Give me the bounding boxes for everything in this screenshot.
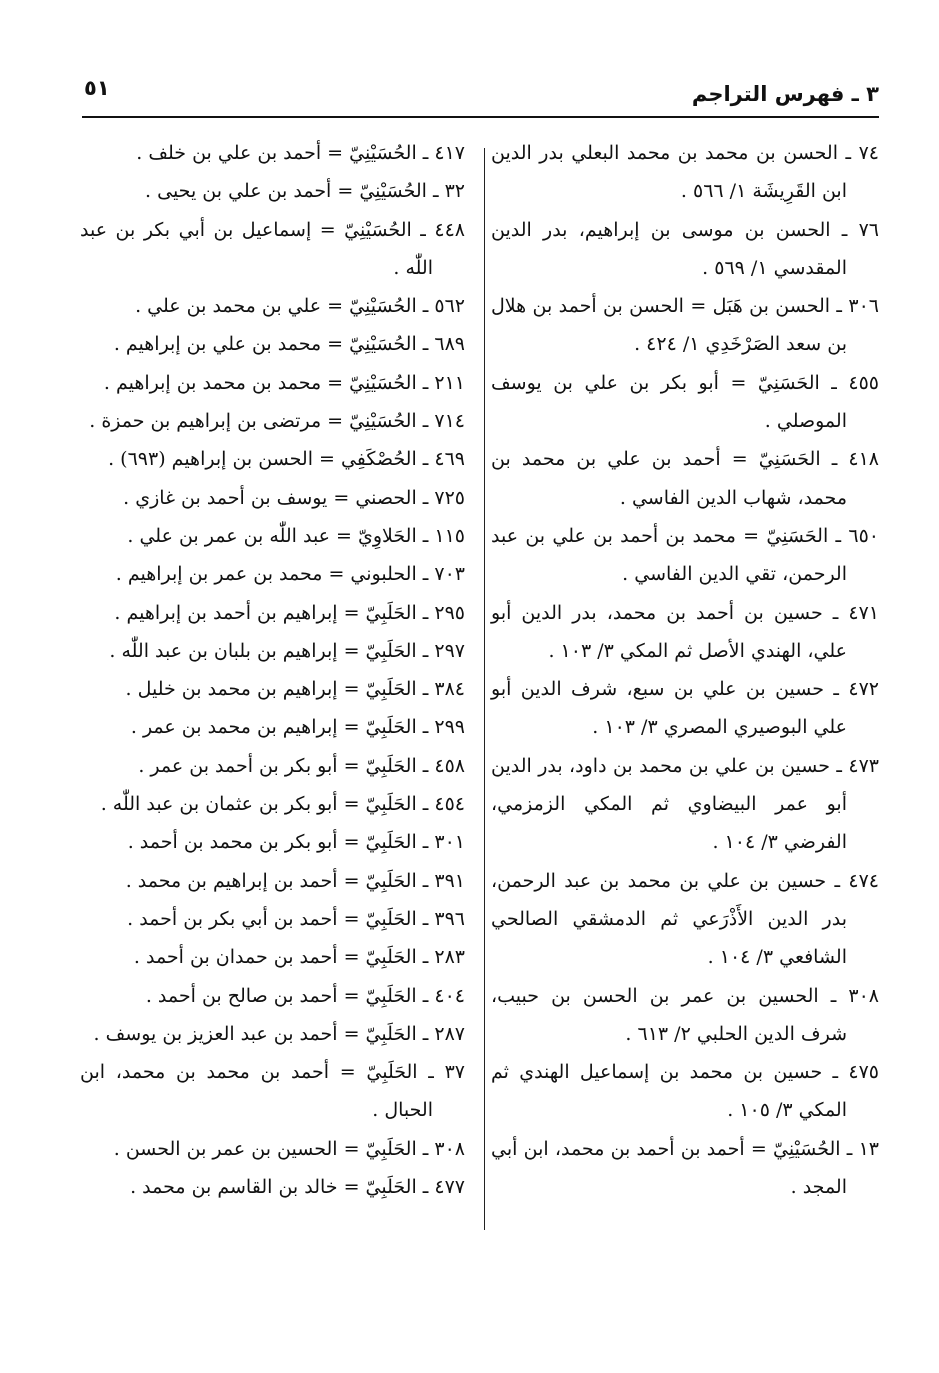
- index-entry: ٣٩١ ـ الحَلَبِيّ = أحمد بن إبراهيم بن محمد .: [125, 869, 465, 892]
- index-entry: ٣٨٤ ـ الحَلَبِيّ = إبراهيم بن محمد بن خليل .: [125, 678, 465, 701]
- index-entry: ٣٧ ـ الحَلَبِيّ = أحمد بن محمد بن محمد، ابن الحبال .: [80, 1061, 465, 1122]
- index-entry: ٦٨٩ ـ الحُسَيْنِيّ = محمد بن علي بن إبراهيم .: [113, 333, 465, 356]
- header-rule: [82, 116, 879, 118]
- page-number: ٥١: [84, 76, 110, 100]
- left-column: [80, 134, 465, 1206]
- index-entry: ٤٦٩ ـ الحُصْكَفِي = الحسن بن إبراهيم (٦٩٣) .: [108, 448, 465, 471]
- index-entry: ٥٦٢ ـ الحُسَيْنِيّ = علي بن محمد بن علي .: [135, 295, 465, 318]
- right-column: [491, 134, 879, 1206]
- index-entry: ٤٥٥ ـ الحَسَنِيّ = أبو بكر بن علي بن يوسف الموصلي .: [491, 371, 879, 433]
- index-entry: ٣٢ ـ الحُسَيْنِيّ = أحمد بن علي بن يحيى .: [145, 180, 465, 203]
- index-entry: ٢٩٥ ـ الحَلَبِيّ = إبراهيم بن أحمد بن إبراهيم .: [114, 601, 465, 624]
- index-entry: ٤١٨ ـ الحَسَنِيّ = أحمد بن علي بن محمد بن محمد، شهاب الدين الفاسي .: [491, 448, 879, 509]
- index-entry: ٤١٧ ـ الحُسَيْنِيّ = أحمد بن علي بن خلف .: [136, 142, 465, 164]
- index-entry: ٤٧٧ ـ الحَلَبِيّ = خالد بن القاسم بن محمد .: [130, 1176, 465, 1199]
- index-entry: ٢٨٣ ـ الحَلَبِيّ = أحمد بن حمدان بن أحمد .: [133, 946, 465, 969]
- index-entry: ٢٨٧ ـ الحَلَبِيّ = أحمد بن عبد العزيز بن يوسف .: [93, 1022, 465, 1045]
- running-title: ٣ ـ فهرس التراجم: [691, 82, 879, 106]
- page-header: [80, 72, 879, 112]
- index-entry: ٣٠٨ ـ الحَلَبِيّ = الحسين بن عمر بن الحسن .: [113, 1137, 465, 1160]
- index-entry: ٢١١ ـ الحُسَيْنِيّ = محمد بن محمد بن إبراهيم .: [103, 371, 465, 394]
- index-entry: ٧٤ ـ الحسن بن محمد بن محمد البعلي بدر الدين ابن القَرِيشَة ١/ ٥٦٦ .: [491, 142, 879, 203]
- index-entry: ١١٥ ـ الحَلاوِيّ = عبد اللّٰه بن عمر بن علي .: [127, 524, 465, 547]
- index-entry: ٣٠٨ ـ الحسين بن عمر بن الحسن بن حبيب، شرف الدين الحلبي ٢/ ٦١٣ .: [491, 984, 879, 1045]
- index-entry: ٤٧٣ ـ حسين بن علي بن محمد بن داود، بدر الدين أبو عمر البيضاوي ثم المكي الزمزمي، الفرضي ٣/ ١٠٤ .: [491, 754, 879, 854]
- index-entry: ٣٠١ ـ الحَلَبِيّ = أبو بكر بن محمد بن أحمد .: [127, 831, 465, 854]
- index-entry: ٤٥٨ ـ الحَلَبِيّ = أبو بكر بن أحمد بن عمر .: [138, 754, 465, 777]
- index-entry: ٤٠٤ ـ الحَلَبِيّ = أحمد بن صالح بن أحمد .: [145, 984, 465, 1007]
- column-divider: [484, 148, 485, 1230]
- index-entry: ٧٠٣ ـ الحلبوني = محمد بن عمر بن إبراهيم .: [115, 563, 465, 586]
- index-entry: ٧٢٥ ـ الحصني = يوسف بن أحمد بن غازي .: [123, 486, 465, 509]
- index-entry: ٢٩٧ ـ الحَلَبِيّ = إبراهيم بن بلبان بن عبد اللّٰه .: [109, 639, 465, 662]
- index-entry: ١٣ ـ الحُسَيْنِيّ = أحمد بن أحمد بن محمد، ابن أبي المجد .: [491, 1137, 879, 1199]
- index-entry: ٧٦ ـ الحسن بن موسى بن إبراهيم، بدر الدين المقدسي ١/ ٥٦٩ .: [491, 218, 879, 279]
- index-entry: ٤٧٤ ـ حسين بن علي بن محمد بن عبد الرحمن، بدر الدين الأَذْرَعي ثم الدمشقي الصالحي الشافعي ٣/ ١٠٤ .: [491, 869, 879, 969]
- index-entry: ٣٠٦ ـ الحسن بن هَبَل = الحسن بن أحمد بن هلال بن سعد الصَرْخَدِي ١/ ٤٢٤ .: [491, 295, 879, 356]
- index-entry: ٤٥٤ ـ الحَلَبِيّ = أبو بكر بن عثمان بن عبد اللّٰه .: [100, 793, 465, 816]
- index-entry: ٤٧٥ ـ حسين بن محمد بن إسماعيل الهندي ثم المكي ٣/ ١٠٥ .: [491, 1061, 879, 1122]
- index-entry: ٧١٤ ـ الحُسَيْنِيّ = مرتضى بن إبراهيم بن حمزة .: [89, 410, 465, 433]
- index-entry: ٦٥٠ ـ الحَسَنِيّ = محمد بن أحمد بن علي بن عبد الرحمن، تقي الدين الفاسي .: [491, 524, 879, 586]
- index-entry: ٤٧٢ ـ حسين بن علي بن سبع، شرف الدين أبو علي البوصيري المصري ٣/ ١٠٣ .: [491, 678, 879, 739]
- index-entry: ٤٤٨ ـ الحُسَيْنِيّ = إسماعيل بن أبي بكر بن عبد اللّٰه .: [80, 218, 465, 279]
- index-entry: ٢٩٩ ـ الحَلَبِيّ = إبراهيم بن محمد بن عمر .: [130, 716, 465, 739]
- index-entry: ٣٩٦ ـ الحَلَبِيّ = أحمد بن أبي بكر بن أحمد .: [127, 907, 465, 930]
- index-entry: ٤٧١ ـ حسين بن أحمد بن محمد، بدر الدين أبو علي، الهندي الأصل ثم المكي ٣/ ١٠٣ .: [491, 601, 879, 662]
